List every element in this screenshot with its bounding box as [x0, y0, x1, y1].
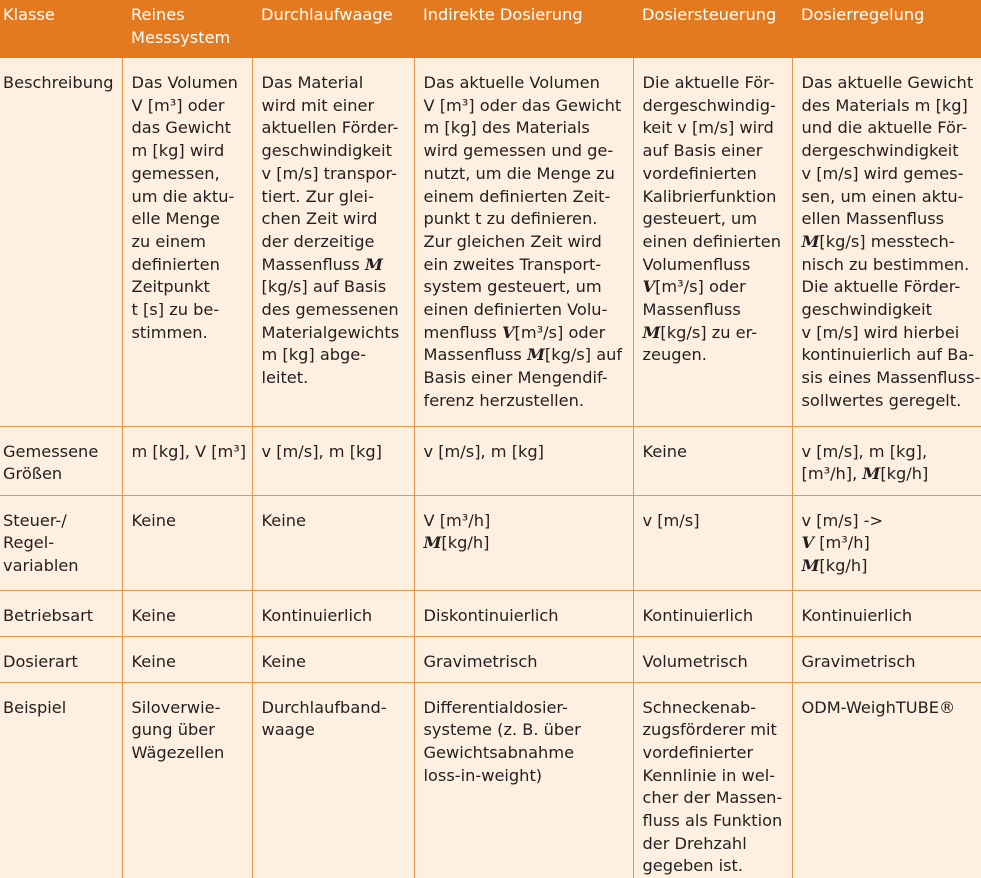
header-indirekte-dosierung: Indirekte Dosierung — [414, 0, 633, 58]
table-row-gemessene-groessen — [0, 426, 981, 495]
header-dosierregelung: Dosierregelung — [792, 0, 981, 58]
cell-beschreibung-indirekt — [414, 58, 633, 426]
text-part: Das aktuelle Gewicht des Materials m [kg] und die aktuelle För- dergeschwindigkeit v [m/s] wird gemes- sen, um einen aktu- ellen Massenfluss — [801, 73, 974, 229]
cell-dosierart-regelung: Gravimetrisch — [792, 636, 981, 682]
row-label-betriebsart: Betriebsart — [0, 590, 122, 636]
cell-dosierart-indirekt: Gravimetrisch — [414, 636, 633, 682]
table-body — [0, 58, 981, 878]
cell-gemessene-durchlauf: v [m/s], m [kg] — [252, 426, 414, 495]
volumeflow-symbol: V — [501, 322, 515, 342]
cell-betriebsart-indirekt: Diskontinuierlich — [414, 590, 633, 636]
cell-beispiel-regelung: ODM-WeighTUBE® — [792, 682, 981, 878]
massflow-symbol: M — [801, 555, 820, 575]
cell-beispiel-reines: Siloverwie- gung über Wägezellen — [122, 682, 252, 878]
cell-steuer-regelung — [792, 495, 981, 590]
row-label-beispiel: Beispiel — [3, 697, 67, 717]
massflow-symbol: M — [862, 464, 881, 484]
cell-beispiel-indirekt: Differentialdosier- systeme (z. B. über Gewichtsabnahme loss-in-weight) — [414, 682, 633, 878]
table-row-betriebsart — [0, 590, 981, 636]
table-row-steuer-regelvariablen — [0, 495, 981, 590]
massflow-symbol: M — [801, 231, 820, 251]
cell-gemessene-reines: m [kg], V [m³] — [122, 426, 252, 495]
table-header — [0, 0, 981, 58]
cell-gemessene-regelung — [792, 426, 981, 495]
text-part: [kg/h] — [880, 464, 929, 484]
cell-betriebsart-steuerung: Kontinuierlich — [633, 590, 792, 636]
text-part: [kg/s] auf Basis einer Mengendif- ferenz herzustellen. — [423, 345, 623, 410]
text-part: [kg/h] — [819, 555, 868, 575]
table-row-beschreibung — [0, 58, 981, 426]
text-part: [m³/s] oder Massenfluss — [423, 322, 606, 365]
cell-beschreibung-regelung — [792, 58, 981, 426]
header-dosiersteuerung: Dosiersteuerung — [633, 0, 792, 58]
text-part: [m³/s] oder Massenfluss — [642, 277, 746, 320]
cell-betriebsart-reines: Keine — [122, 590, 252, 636]
row-label-steuer-regelvariablen: Steuer-/ Regel- variablen — [0, 495, 122, 590]
text-part: [kg/s] messtech- nisch zu bestimmen. Die aktuelle Förder- geschwindigkeit v [m/s] wird hierbei kontinuierlich auf Ba- sis eines Massenfluss- sollwertes geregelt. — [801, 231, 981, 410]
cell-dosierart-steuerung: Volumetrisch — [633, 636, 792, 682]
cell-beschreibung-durchlauf — [252, 58, 414, 426]
cell-betriebsart-durchlauf: Kontinuierlich — [252, 590, 414, 636]
text-part: Das Material wird mit einer aktuellen Förder- geschwindigkeit v [m/s] transpor- tiert. Zur glei- chen Zeit wird der derzeitige Massenfluss — [261, 73, 399, 274]
text-part: [m³/h] — [819, 533, 870, 553]
cell-beschreibung-steuerung — [633, 58, 792, 426]
header-durchlaufwaage: Durchlaufwaage — [252, 0, 414, 58]
row-label-gemessene-groessen: Gemessene Größen — [0, 426, 122, 495]
cell-steuer-durchlauf: Keine — [252, 495, 414, 590]
cell-dosierart-durchlauf: Keine — [252, 636, 414, 682]
row-label-beschreibung: Beschreibung — [0, 58, 122, 426]
table-row-beispiel — [0, 682, 981, 878]
massflow-symbol: M — [364, 254, 383, 274]
volumeflow-symbol: V — [642, 277, 656, 297]
cell-gemessene-steuerung: Keine — [633, 426, 792, 495]
cell-betriebsart-regelung: Kontinuierlich — [792, 590, 981, 636]
text-part: [kg/s] auf Basis des gemessenen Materialgewichts m [kg] abge- leitet. — [261, 277, 400, 388]
massflow-symbol: M — [642, 322, 661, 342]
text-part: Die aktuelle För- dergeschwindig- keit v [m/s] wird auf Basis einer vordefinierten Kalibrierfunktion gesteuert, um einen definierten Volumenfluss — [642, 73, 781, 274]
cell-gemessene-indirekt: v [m/s], m [kg] — [414, 426, 633, 495]
cell-steuer-reines: Keine — [122, 495, 252, 590]
header-row — [0, 0, 981, 58]
massflow-symbol: M — [526, 345, 545, 365]
cell-steuer-indirekt — [414, 495, 633, 590]
text-part: Das aktuelle Volumen V [m³] oder das Gewicht m [kg] des Materials wird gemessen und ge- nutzt, um die Menge zu einem definierten Zeit- punkt t zu definieren. Zur gleichen Zeit wird ein zweites Transport- system gesteuert, um einen definierten Volu- menfluss — [423, 73, 622, 342]
table-row-dosierart — [0, 636, 981, 682]
cell-steuer-steuerung: v [m/s] — [633, 495, 792, 590]
text-part: v [m/s] -> — [801, 510, 884, 530]
text-part: v [m/s], m [kg], [m³/h], — [801, 441, 928, 484]
volumeflow-symbol: V — [801, 533, 815, 553]
text-part: V [m³/h] — [423, 510, 491, 530]
header-reines-messsystem: Reines Messsystem — [122, 0, 252, 58]
text-part: [kg/h] — [441, 533, 490, 553]
cell-dosierart-reines: Keine — [122, 636, 252, 682]
row-label-dosierart: Dosierart — [0, 636, 122, 682]
cell-beschreibung-reines: Das Volumen V [m³] oder das Gewicht m [kg] wird gemessen, um die aktu- elle Menge zu einem definierten Zeitpunkt t [s] zu be- stimmen. — [122, 58, 252, 426]
cell-beispiel-durchlauf: Durchlaufband- waage — [252, 682, 414, 878]
header-klasse: Klasse — [0, 0, 122, 58]
cell-beispiel-steuerung: Schneckenab- zugsförderer mit vordefinierter Kennlinie in wel- cher der Massen- fluss als Funktion der Drehzahl gegeben ist. — [633, 682, 792, 878]
massflow-symbol: M — [423, 533, 442, 553]
text-part: [kg/s] zu er- zeugen. — [642, 322, 758, 365]
